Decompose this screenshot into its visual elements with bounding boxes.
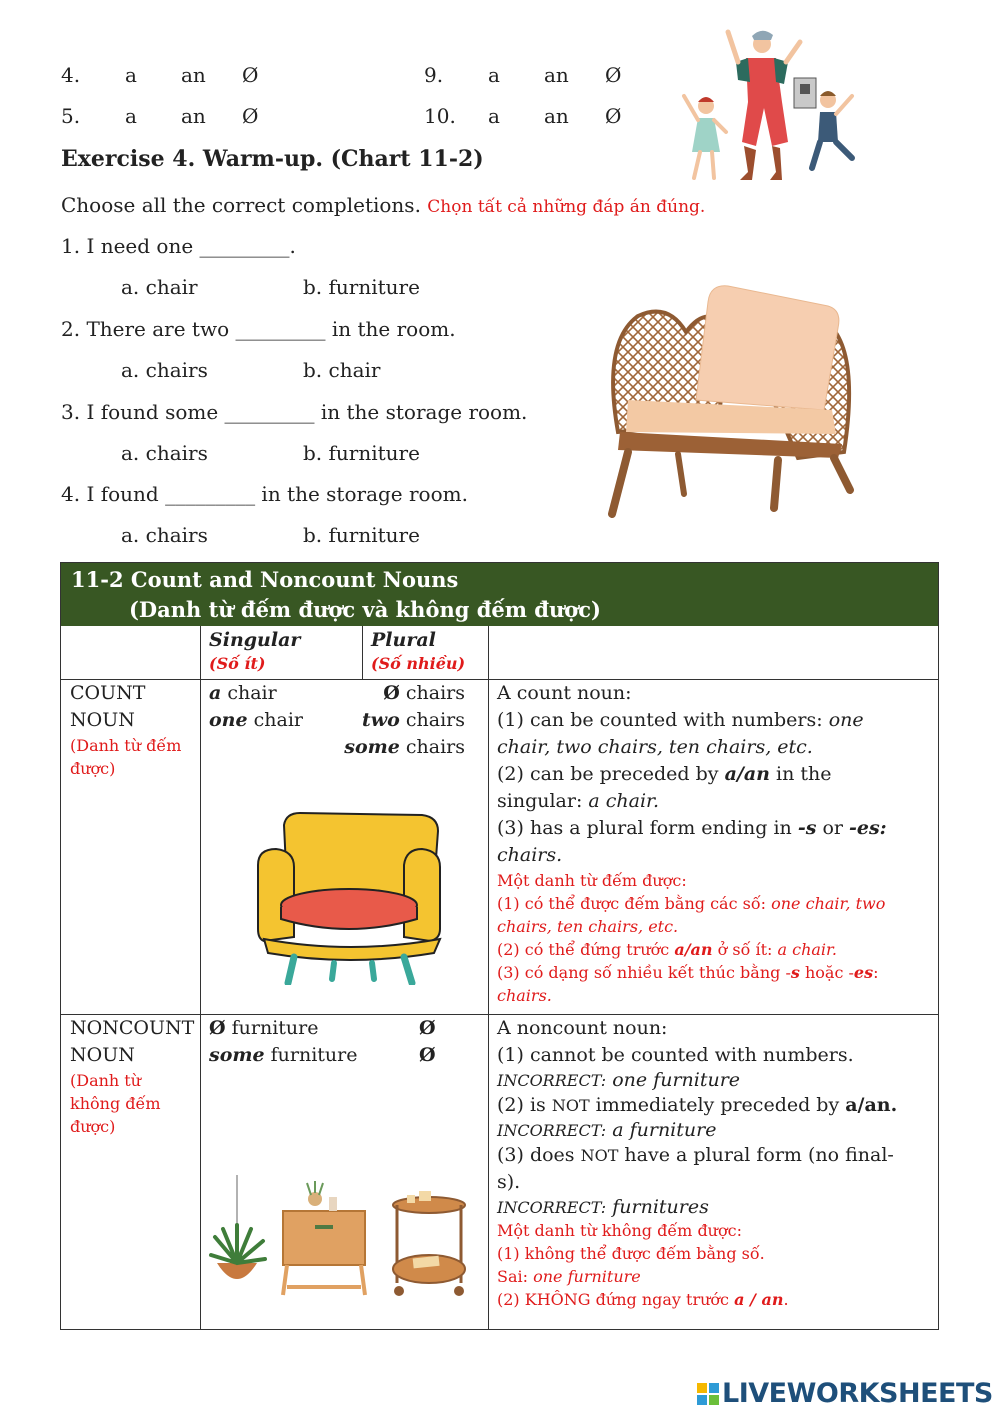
label-vi-line: được) [70,759,116,778]
text: singular: [497,790,589,812]
text: INCORRECT: [497,1121,607,1140]
desc-vi-line [497,938,933,961]
desc-line [497,815,933,842]
noncount-plural-examples [419,1015,436,1069]
option-row-4 [61,63,381,89]
desc-incorrect [497,1069,933,1092]
label-line: NONCOUNT [70,1017,195,1039]
noncount-noun-label [70,1015,194,1138]
col-plural [371,627,465,674]
text: a/an [724,763,770,785]
label-line: COUNT [70,682,146,704]
text: furnitures [606,1196,709,1218]
text: : [873,963,879,982]
example-line [301,707,465,734]
answer-2b[interactable]: b. chair [303,358,381,382]
text: a / an [734,1290,784,1309]
text: (2) có thể đứng trước [497,940,675,959]
option-null[interactable]: Ø [242,104,259,128]
noncount-singular-examples [209,1015,357,1069]
text: (2) can be preceded by [497,763,725,785]
answer-4a[interactable]: a. chairs [121,523,208,547]
divider [362,626,363,679]
count-description [497,680,933,1007]
text: NOT [551,1096,590,1115]
text: s [790,963,800,982]
noun: chairs [399,709,465,731]
logo-icon [697,1383,719,1405]
row-number: 10. [424,104,456,128]
desc-line [497,707,933,734]
desc-line [497,1142,933,1169]
text: a chair. [588,790,660,812]
null-plural: Ø [419,1017,436,1039]
desc-incorrect [497,1119,933,1142]
question-3: 3. I found some _________ in the storage room. [61,400,528,424]
col-singular-vi: (Số ít) [209,654,266,673]
option-a[interactable]: a [125,104,137,128]
text: a chair. [777,940,838,959]
text: have a plural form (no final- [618,1144,894,1166]
liveworksheets-logo[interactable] [697,1378,993,1409]
noun: chair [221,682,277,704]
desc-vi-line [497,961,933,984]
text: es [853,963,874,982]
noncount-description [497,1015,933,1311]
example-line [209,1042,357,1069]
option-a[interactable]: a [488,104,500,128]
option-row-9 [424,63,664,89]
desc-line [497,1092,933,1119]
noun: chairs [399,736,465,758]
row-number: 9. [424,63,444,87]
example-line [301,680,465,707]
instruction [61,193,705,217]
determiner: two [362,709,400,731]
desc-vi-line [497,892,933,915]
text: a/an. [845,1094,898,1116]
text: (1) can be counted with numbers: [497,709,829,731]
furniture-illustration [207,1175,477,1301]
option-a[interactable]: a [488,63,500,87]
desc-incorrect [497,1196,933,1219]
text: NOT [580,1146,619,1165]
text: INCORRECT: [497,1071,607,1090]
label-vi-line: (Danh từ [70,1071,142,1090]
desc-vi-line: chairs. [497,986,552,1005]
text: or [816,817,850,839]
count-plural-examples [301,680,465,761]
text: -s [797,817,817,839]
null-plural: Ø [419,1044,436,1066]
example-line [209,707,303,734]
desc-line: chairs. [497,844,563,866]
row-number: 4. [61,63,81,87]
grammar-chart [60,562,939,1330]
chart-subtitle: (Danh từ đếm được và không đếm được) [129,597,601,622]
answer-4b[interactable]: b. furniture [303,523,420,547]
answer-3b[interactable]: b. furniture [303,441,420,465]
text: one furniture [606,1069,741,1091]
text: -es: [849,817,887,839]
count-noun-label [70,680,181,780]
example-line [301,734,465,761]
desc-line [497,788,933,815]
question-1: 1. I need one _________. [61,234,296,258]
text: (1) có thể được đếm bằng các số: [497,894,772,913]
col-singular [209,627,300,674]
desc-line: s). [497,1171,521,1193]
desc-vi-heading: Một danh từ đếm được: [497,871,687,890]
text: a furniture [606,1119,717,1141]
divider [200,626,201,1330]
label-line: NOUN [70,1044,135,1066]
label-vi-line: (Danh từ đếm [70,736,182,755]
option-an[interactable]: an [181,63,206,87]
chart-header [61,563,938,626]
question-4: 4. I found _________ in the storage room. [61,482,468,506]
text: (3) does [497,1144,581,1166]
text: one chair, two [771,894,886,913]
text: INCORRECT: [497,1198,607,1217]
determiner: some [209,1044,265,1066]
label-vi-line: được) [70,1117,116,1136]
desc-vi-heading: Một danh từ không đếm được: [497,1221,742,1240]
text: (2) is [497,1094,552,1116]
determiner: Ø [383,682,400,704]
wicker-chair-illustration [598,282,862,518]
example-line [209,680,303,707]
shopping-family-illustration [676,22,876,188]
label-line: NOUN [70,709,135,731]
option-row-10 [424,104,664,130]
col-plural-vi: (Số nhiều) [371,654,466,673]
count-singular-examples [209,680,303,734]
option-a[interactable]: a [125,63,137,87]
determiner: a [209,682,222,704]
option-an[interactable]: an [544,104,569,128]
answer-3a[interactable]: a. chairs [121,441,208,465]
noun: furniture [225,1017,319,1039]
text: a/an [674,940,713,959]
text: one [828,709,864,731]
noun: chair [247,709,303,731]
noun: furniture [264,1044,358,1066]
determiner: Ø [209,1017,226,1039]
desc-line [497,761,933,788]
instruction-en: Choose all the correct completions. [61,193,421,217]
answer-2a[interactable]: a. chairs [121,358,208,382]
instruction-vi: Chọn tất cả những đáp án đúng. [427,197,706,217]
option-row-5 [61,104,381,130]
desc-vi-line [497,1288,933,1311]
text: ở số ít: [712,940,778,959]
option-null[interactable]: Ø [242,63,259,87]
text: (3) có dạng số nhiều kết thúc bằng - [497,963,791,982]
determiner: some [344,736,400,758]
col-plural-label: Plural [371,629,436,651]
noun: chairs [399,682,465,704]
desc-vi-line [497,1265,933,1288]
desc-heading: A count noun: [497,682,632,704]
divider [488,626,489,1330]
text: (3) has a plural form ending in [497,817,798,839]
desc-line: (1) cannot be counted with numbers. [497,1044,854,1066]
desc-vi-line: chairs, ten chairs, etc. [497,917,679,936]
determiner: one [209,709,248,731]
option-null[interactable]: Ø [605,63,622,87]
option-an[interactable]: an [544,63,569,87]
text: hoặc - [799,963,854,982]
question-2: 2. There are two _________ in the room. [61,317,456,341]
yellow-armchair-illustration [254,809,444,985]
desc-heading: A noncount noun: [497,1017,668,1039]
exercise-title: Exercise 4. Warm-up. (Chart 11-2) [61,146,484,172]
answer-1b[interactable]: b. furniture [303,275,420,299]
example-line [209,1015,357,1042]
option-an[interactable]: an [181,104,206,128]
desc-vi-line: (1) không thể được đếm bằng số. [497,1244,765,1263]
text: in the [769,763,832,785]
col-singular-label: Singular [209,629,301,651]
text: one furniture [533,1267,641,1286]
text: Sai: [497,1267,534,1286]
label-vi-line: không đếm [70,1094,161,1113]
text: immediately preceded by [589,1094,846,1116]
logo-text: LIVEWORKSHEETS [722,1378,993,1409]
row-number: 5. [61,104,81,128]
chart-title: 11-2 Count and Noncount Nouns [71,567,459,592]
text: (2) KHÔNG đứng ngay trước [497,1290,735,1309]
answer-1a[interactable]: a. chair [121,275,198,299]
option-null[interactable]: Ø [605,104,622,128]
text: . [783,1290,789,1309]
desc-line: chair, two chairs, ten chairs, etc. [497,736,813,758]
